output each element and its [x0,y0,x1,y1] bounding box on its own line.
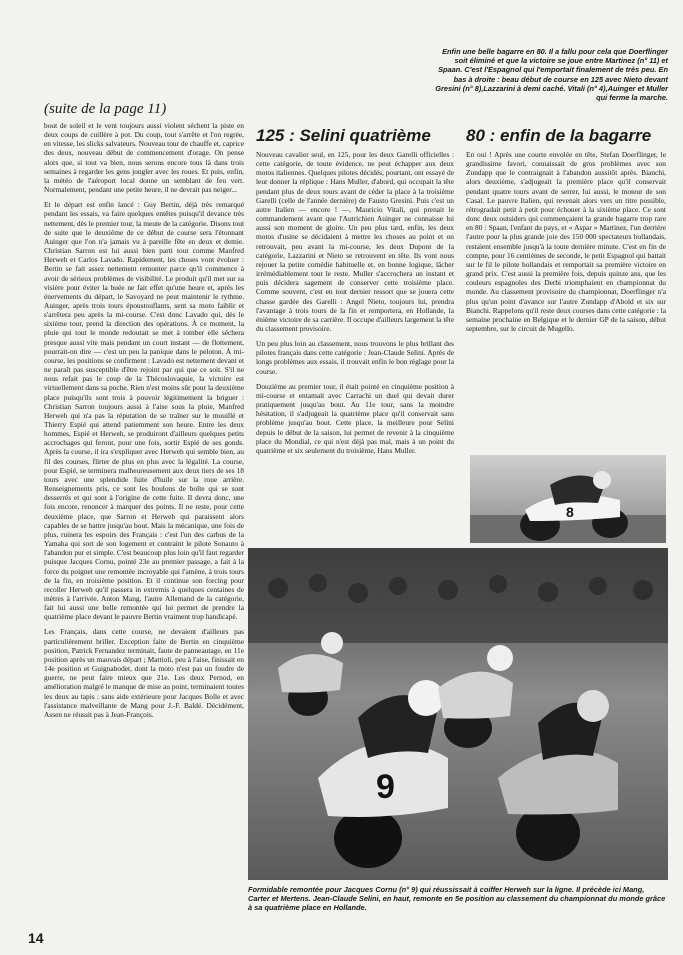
continued-from-label: (suite de la page 11) [44,101,167,117]
article-column-3 [466,150,666,448]
paragraph: Les Français, dans cette course, ne devaient d'ailleurs pas particulièrement briller. Exception faite de Bertin en cinquième position, Patrick Fernandez terminait, faute de panneautage, en 11e position après un mauvais départ ; Mattioli, peu à l'aise, finissait en 14e position et Guignabodet, dont la moto n'est pas un foudre de guerre, ne peut faire mieux que 21e. Les deux Pernod, en amélioration malgré le manque de mise au point, terminaient toutes les deux au tapis : sans aide extérieure pour Jacques Bolle et avec l'assistance malveillante de Mang pour J.-F. Baldé. Décidément, Assen ne réussit pas à Jean-François. [44,627,244,719]
race-pack-illustration [248,548,668,880]
article-column-1 [44,121,244,907]
top-photo-caption: Enfin une belle bagarre en 80. Il a fallu pour cela que Doerflinger soit éliminé et que la victoire se joue entre Martinez (n° 11) et Spaan. C'est l'Espagnol qui l'emportait finalement de très peu. En bas à droite : beau début de course en 125 avec Nieto devant Gresini (n° 8),Lazzarini à demi caché. Vitali (n° 4),Auinger et Muller qui ferme la marche. [435,47,668,103]
photo-selini-rider [470,455,666,543]
paragraph: Douzième au premier tour, il était pointé en cinquième position à mi-course et entamait avec Carrachi un duel qui devait durer pratiquement jusqu'au bout. Au 11e tour, sans la moindre hésitation, il s'adjugeait la quatrième place qu'il conservait sans problème jusqu'au bout. Cette place, la meilleure pour Selini depuis le début de la saison, lui permet de revenir à la cinquième place du Mondial, ce qui n'est déjà pas mal, mais à un point du quatrième et six seulement du troisième, Hans Muller. [256,381,454,455]
bottom-photo-caption: Formidable remontée pour Jacques Cornu (n° 9) qui réussissait à coiffer Herweh sur la ligne. Il précède ici Mang, Carter et Mertens. Jean-Claude Selini, en haut, remonte en 5e position au classement du championnat du monde grâce à sa quatrième place en Hollande. [248,885,666,913]
paragraph: Et le départ est enfin lancé : Guy Bertin, déjà très remarqué pendant les essais, va faire quelques entêtes puisqu'il devance très nettement, dès le premier tour, la meute de la catégorie. Disons tout de suite que le deuxième de ce début de course sera l'étonnant Auinger que l'on n'a jamais vu à pareille fête en deux et demie. Christian Sarron est lui aussi bien parti tout comme Manfred Herweh et Carlos Lavado. Rapidement, les choses vont évoluer : Bertin se fait assez nettement remonter parce qu'il commence à avoir de sérieux problèmes de visibilité. Le produit qu'il met sur sa visière pour éviter la buée ne fait effet qu'une heure et, après les énervements du départ, le Savoyard ne peut maintenir le rythme. Auinger, après trois tours époustouflants, sent sa moto faiblir et s'arrêtera peu après la mi-course. C'est donc Lavado qui, dès le sixième tour, prend la direction des opérations. À ce moment, la pluie qui tout le monde redoutait se met à tomber elle séchera presque aussi vite mais pendant un court instant — de flottement, pourrait-on dire — c'est un peu la panique dans le peloton. À mi-course, les positions se confirment : Lavado est nettement devant et ne paraît pas susceptible d'être rejoint par qui que ce soit. S'il ne nous refait pas le coup de la Thécoslovaquie, la victoire est virtuellement dans sa poche. Rien n'est moins sûr pour la deuxième place puisqu'ils sont trois à pouvoir légitimement la briguer : Christian Sarron toujours aussi à l'aise sous la pluie, Manfred Herweh qui n'a pas la réputation de se traîner sur le mouillé et Thierry Espié qui attend patiemment son heure. Entre les deux hommes, Espié et Herweh, se produiront d'ailleurs quelques petits accrochages qui feront, pour une fois, sortir Espié de ses gonds. Après la course, il ira s'expliquer avec Herweh qui semble bien, au fil des courses, flirter de plus en plus avec la légalité. La course, pour Espié, se terminera malheureusement aux deux tiers de ses 18 tours avec une splendide fuite d'huile sur la roue arrière. Renseignements pris, ce sont les boulons de boîte qui se sont desserrés et qui sont à l'origine de cette fuite. Il devra donc, une fois encore, renoncer à marquer des points. Il ne reste, pour cette deuxième place, que Sarron et Herweh qui paraissent alors capables de se battre jusqu'au bout. Mais la mécanique, une fois de plus, ruinera les espoirs des Français : c'est l'un des carbus de la Yamaha qui sort de son logement et contraint le pilote Sonauto à l'abandon pur et simple. C'est beaucoup plus loin qu'il faut regarder puisque Jacques Cornu, pointé 23e au premier passage, a fait à la force du poignet une remontée incroyable qui l'amène, à trois tours de la fin, en troisième position. Et il continue son forcing pour recoller Herweh qu'il passera in extremis à quelques centaines de mètres à l'arrivée. Anton Mang, l'autre Allemand de la catégorie, fait lui aussi une belle remontée qui lui permet de prendre la quatrième place devant le pauvre Bertin vraiment trop handicapé. [44,200,244,622]
paragraph: En oui ! Après une courte envolée en tête, Stefan Doerflinger, le grandissime favori, connaissait de gros problèmes avec son Zundapp que le contraignait à l'abandon aussitôt après. Bianchi, alors deuxième, s'adjugeait la première place qu'il conservait pendant quatre tours avant de serrer, lui aussi, le moteur de son Casal. Le pauvre Italien, qui revenait alors vers un titre possible, rétrogradait petit à petit pour échouer à la sixième place. Ce sont donc deux outsiders qui commençaient la grande bagarre trop rare en 80 : Spaan, l'enfant du pays, et « Aspar » Martinez, l'un derrière l'autre pour la plus grande joie des 150 000 spectateurs hollandais, restaient ensemble jusqu'à la toute dernière minute. C'est en fin de compte, pour 16 centièmes de seconde, le petit Espagnol qui battait sur le fil le pilote hollandais et remportait sa première victoire en grand prix. C'est aussi la première fois, depuis quinze ans, que les couleurs espagnoles des Derbi triomphaient en championnat du monde. Au classement provisoire du championnat, Doerflinger n'a plus qu'un point d'avance sur l'autre Zundapp d'Abold et six sur Bianchi. Rappelons qu'il reste deux courses dans cette catégorie : la semaine prochaine en Belgique et le dernier GP de la saison, début septembre, sur le circuit de Mugello. [466,150,666,333]
photo-cornu-pack [248,548,668,880]
article-column-2 [256,150,454,542]
plate-number: 8 [566,504,574,520]
headline-80: 80 : enfin de la bagarre [466,126,652,145]
paragraph: Nouveau cavalier seul, en 125, pour les deux Garelli officielles : cette catégorie, de toute évidence, ne peut échapper aux deux motos italiennes. Quelques pilotes décidés, pourtant, ont essayé de leur donner la réplique : Hans Muller, d'abord, qui occupait la tête pendant plus de deux tours avant de céder la place à la troisième Garelli (celle de l'année dernière) de Fausto Gresini. Puis c'est un autre Italien — encore ! —, Mauricio Vitali, qui prenait le commandement avant que l'Autrichien Auinger ne connaisse lui aussi son moment de gloire. Un peu plus tard, enfin, les deux motos d'usine se décidaient à mettre les choses au point et on retrouvait, peu avant la mi-course, les deux Dupont de la catégorie, Lazzarini et Nieto se retrouvent en tête. Ils vont nous rejouer la petite comédie habituelle et, en bonne logique, lâcher irrémédiablement tout le reste. Muller s'accrochera un instant et puis décidera sagement de conserver cette troisième place. Comme souvent, c'est en tout dernier ressort que se jouera cette chasse gardée des Garelli : Angel Nieto, toujours lui, prendra l'avantage à trois tours de la fin et remportera, en Hollande, la énième victoire de sa carrière. Il occupe d'ailleurs largement la tête du classement provisoire. [256,150,454,333]
paragraph: Un peu plus loin au classement, nous trouvons le plus brillant des pilotes français dans cette catégorie : Jean-Claude Selini. Après de longs problèmes aux essais, il trouvait enfin le bon réglage pour la course. [256,339,454,376]
rider-illustration [470,455,666,543]
headline-125: 125 : Selini quatrième [256,126,431,145]
page-number: 14 [28,930,44,946]
plate-number: 9 [376,768,395,806]
paragraph: bout de soleil et le vent toujours aussi violent séchent la piste en deux coups de cuillère à pot. Du coup, tout s'arrête et l'on regrée, en vitesse, les slicks salvateurs. Nouveau tour de chauffe et, caprice des deux, nouveau début de commencement d'orage. On pense alors que, si tout va bien, nous serons encore tous là dans trois semaines à regarder les gens jongler avec les roues. Et puis, enfin, la météo de l'aéroport local donne un semblant de feu vert. Normalement, pendant une petite heure, il ne devrait pas neiger... [44,121,244,195]
